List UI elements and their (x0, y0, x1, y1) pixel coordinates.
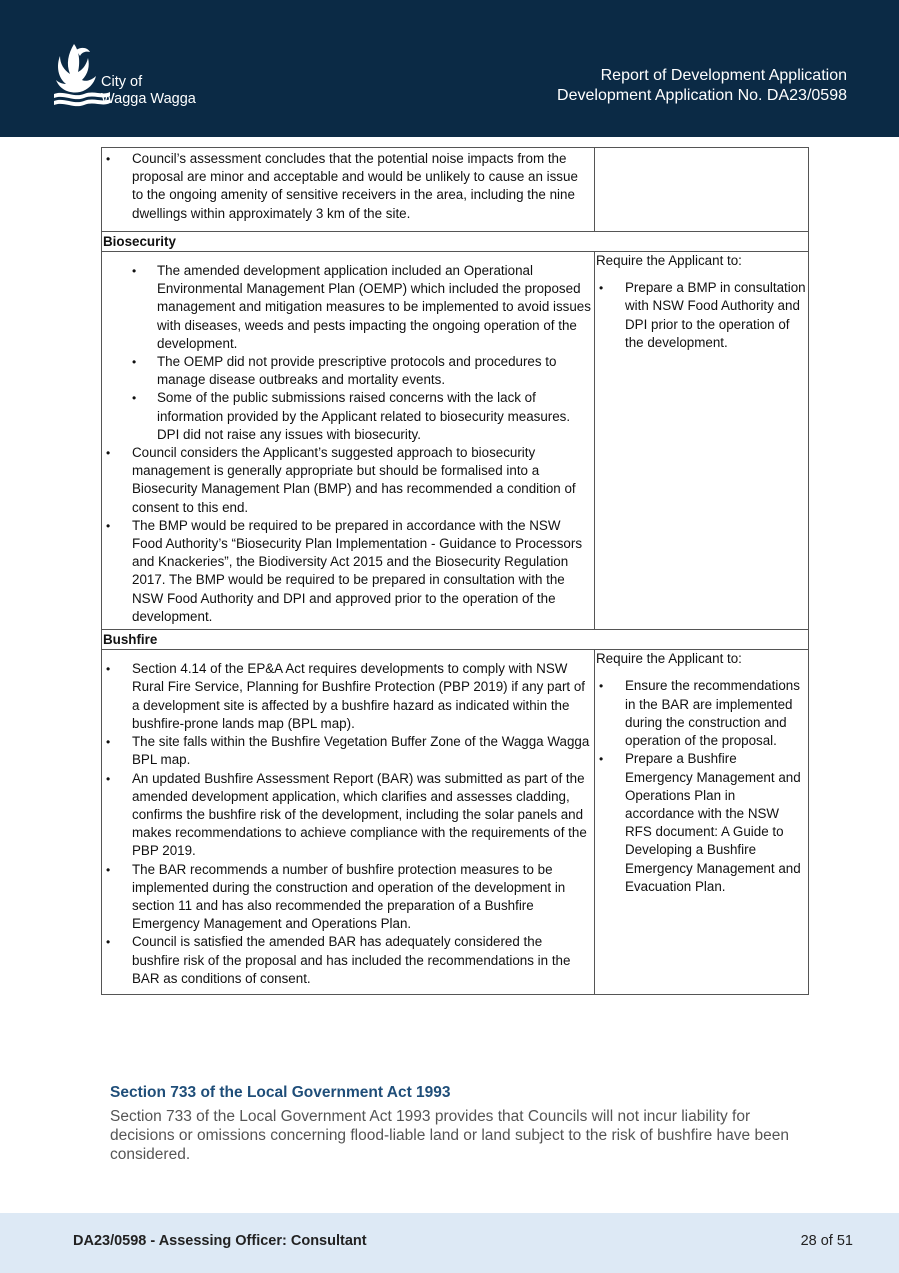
report-title-line-2: Development Application No. DA23/0598 (557, 87, 847, 104)
list-item: • The site falls within the Bushfire Vegetation Buffer Zone of the Wagga Wagga BPL map. (102, 733, 594, 769)
list-item: • The OEMP did not provide prescriptive protocols and procedures to manage disease outbreaks and mortality events. (102, 353, 594, 389)
list-item: • Ensure the recommendations in the BAR are implemented during the construction and operation of the proposal. (595, 677, 808, 750)
assessment-table (101, 147, 809, 995)
section-733-body: Section 733 of the Local Government Act 1993 provides that Councils will not incur liability for decisions or omissions concerning flood-liable land or land subject to the risk of bushfire have been considered. (110, 1108, 789, 1163)
logo-line-1: City of (101, 74, 143, 90)
council-name (101, 74, 196, 108)
assessment-cell (102, 252, 595, 630)
section-733-heading: Section 733 of the Local Government Act 1993 (110, 1084, 451, 1101)
list-item: • Prepare a Bushfire Emergency Management and Operations Plan in accordance with the NSW RFS document: A Guide to Developing a Bushfire Emergency Management and Evacuation Plan. (595, 750, 808, 896)
bullet-list (102, 660, 594, 988)
footer-reference: DA23/0598 - Assessing Officer: Consultant (73, 1233, 367, 1249)
report-title (557, 66, 847, 106)
requirement-cell (595, 650, 809, 995)
table-row (102, 148, 809, 232)
list-item: • The amended development application included an Operational Environmental Management Plan (OEMP) which included the proposed management and mitigation measures to be implemented to avoid issues with diseases, weeds and pests impacting the ongoing operation of the development. (102, 262, 594, 353)
list-item: • Some of the public submissions raised concerns with the lack of information provided by the Applicant related to biosecurity measures. DPI did not raise any issues with biosecurity. (102, 389, 594, 444)
page-number: 28 of 51 (800, 1233, 853, 1249)
section-heading-bushfire: Bushfire (102, 630, 809, 650)
requirement-list (595, 279, 808, 352)
table-row (102, 252, 809, 630)
requirement-cell (595, 148, 809, 232)
table-row (102, 231, 809, 251)
list-item: • Section 4.14 of the EP&A Act requires developments to comply with NSW Rural Fire Service, Planning for Bushfire Protection (PBP 2019) if any part of a development site is affected by a bushfire hazard as indicated within the bushfire-prone lands map (BPL map). (102, 660, 594, 733)
assessment-cell (102, 148, 595, 232)
table-row (102, 630, 809, 650)
list-item: • The BMP would be required to be prepared in accordance with the NSW Food Authority’s “Biosecurity Plan Implementation - Guidance to Processors and Knackeries”, the Biodiversity Act 2015 and the Biosecurity Regulation 2017. The BMP would be required to be prepared in consultation with the NSW Food Authority and DPI and approved prior to the operation of the development. (102, 517, 594, 626)
list-item: • Council considers the Applicant’s suggested approach to biosecurity management is generally appropriate but should be formalised into a Biosecurity Management Plan (BMP) and has recommended a condition of consent to this end. (102, 444, 594, 517)
page-footer (0, 1213, 899, 1273)
requirement-lead: Require the Applicant to: (596, 253, 742, 269)
bullet-list (102, 444, 594, 626)
table-row (102, 650, 809, 995)
logo-line-2: Wagga Wagga (101, 91, 196, 107)
bullet-list (102, 150, 594, 223)
requirement-list (595, 677, 808, 895)
section-heading-biosecurity: Biosecurity (102, 231, 809, 251)
report-title-line-1: Report of Development Application (600, 67, 847, 84)
list-item: • Council’s assessment concludes that the potential noise impacts from the proposal are minor and acceptable and would be unlikely to cause an issue to the ongoing amenity of sensitive receivers in the area, including the nine dwellings within approximately 3 km of the site. (102, 150, 594, 223)
requirement-cell (595, 252, 809, 630)
list-item: • An updated Bushfire Assessment Report (BAR) was submitted as part of the amended development application, which clarifies and assesses cladding, confirms the bushfire risk of the development, including the solar panels and makes recommendations to achieve compliance with the requirements of the PBP 2019. (102, 770, 594, 861)
requirement-lead: Require the Applicant to: (596, 651, 742, 667)
list-item: • The BAR recommends a number of bushfire protection measures to be implemented during the construction and operation of the development in section 11 and has also recommended the preparation of a Bushfire Emergency Management and Operations Plan. (102, 861, 594, 934)
list-item: • Council is satisfied the amended BAR has adequately considered the bushfire risk of the proposal and has included the recommendations in the BAR as conditions of consent. (102, 933, 594, 988)
list-item: • Prepare a BMP in consultation with NSW Food Authority and DPI prior to the operation of the development. (595, 279, 808, 352)
sub-bullet-list (102, 262, 594, 444)
assessment-cell (102, 650, 595, 995)
page-header (0, 0, 899, 137)
